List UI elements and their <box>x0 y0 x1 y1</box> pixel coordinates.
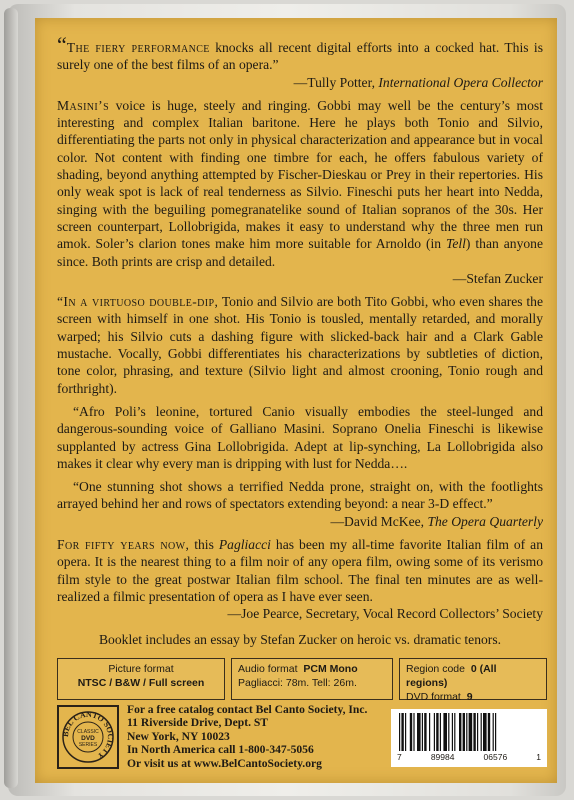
picture-format-value: NTSC / B&W / Full screen <box>77 677 205 689</box>
dvd-case-spine-edge <box>4 8 18 788</box>
barcode-bar <box>424 713 426 751</box>
barcode-bars <box>397 713 541 751</box>
durations: Pagliacci: 78m. Tell: 26m. <box>238 677 357 689</box>
contact-info <box>127 703 387 770</box>
quote-zucker <box>57 97 543 287</box>
quote-zucker-body-b: ) than anyone since. Both prints are crisp and detailed. <box>57 236 543 269</box>
quote-mckee-body-3: “One stunning shot shows a terrified Nedda prone, straight on, with the footlights arrayed behind her and rows of spectators extending beyond: a near 3-D effect.” <box>57 479 543 512</box>
barcode-numbers <box>397 752 541 762</box>
bel-canto-society-logo <box>57 705 119 769</box>
barcode-bar <box>422 713 423 751</box>
barcode-bar <box>436 713 438 751</box>
quote-zucker-italic: Tell <box>446 236 466 252</box>
region-box <box>399 658 547 703</box>
quote-mckee-author: —David McKee, <box>330 513 428 529</box>
barcode-bar <box>413 713 414 751</box>
quote-pearce-body-a: this <box>189 537 219 553</box>
contact-line-2: 11 Riverside Drive, Dept. ST <box>127 716 269 730</box>
barcode-bar <box>488 713 490 751</box>
barcode-bar <box>481 713 482 751</box>
barcode-left-digits: 89984 <box>430 752 455 762</box>
back-cover-panel <box>35 18 557 783</box>
logo-inner-1: CLASSIC <box>77 729 99 735</box>
picture-format-label: Picture format <box>108 663 174 675</box>
barcode-bar <box>440 713 441 751</box>
quote-mckee-lead: “In a virtuoso double-dip, <box>57 294 219 310</box>
barcode-bar <box>443 713 447 751</box>
quote-pearce <box>57 536 543 622</box>
quote-potter: “The fiery performance knocks all recent digital efforts into a cocked hat. This is surely one of the best films of an opera.” —Tully Potter, International Opera Collector <box>57 32 543 90</box>
barcode-bar <box>448 713 449 751</box>
barcode-bar <box>399 713 400 751</box>
barcode-bar <box>417 713 421 751</box>
logo-inner-3: SERIES <box>78 742 98 748</box>
quote-mckee-p3 <box>57 478 543 530</box>
barcode-bar <box>469 713 473 751</box>
picture-format-box <box>57 658 225 700</box>
specs-row <box>57 658 547 703</box>
barcode-bar <box>405 713 406 751</box>
quote-potter-author: —Tully Potter, <box>293 74 379 90</box>
barcode-bar <box>466 713 467 751</box>
region-label: Region code <box>406 663 465 675</box>
barcode-bar <box>495 713 496 751</box>
dvd-format-label: DVD format <box>406 691 461 703</box>
contact-line-1: For a free catalog contact Bel Canto Society, Inc. <box>127 703 368 716</box>
dvd-format-value: 9 <box>466 691 473 703</box>
logo-ring-text: BEL CANTO SOCIETY <box>60 709 116 761</box>
quote-potter-source: International Opera Collector <box>378 74 543 90</box>
quote-pearce-italic: Pagliacci <box>218 537 271 553</box>
barcode <box>391 709 547 767</box>
contact-line-4: In North America call 1-800-347-5056 <box>127 743 314 757</box>
quote-zucker-body-a: voice is huge, steely and ringing. Gobbi may well be the century’s most interesting and complex Italian baritone. Here he plays both Tonio and Silvio, differentiating the parts not only in physical characterization and appearance but in vocal color. Not content with finding one timbre for each, he offers fabulous variety of shading, beyond anything attempted by Fischer-Dieskau or Prey in their repertories. His only weak spot is lack of real tenderness as Silvio. Fineschi puts her heart into Nedda, singing with the beguiling pomegranatelike sound of Italian sopranos of the 30s. Her screen counterpart, Lollobrigida, makes it easy to understand why the three men run amok. Soler’s clarion tones make him more suitable for Arnoldo (in <box>57 97 543 252</box>
quote-mckee-p2: “Afro Poli’s leonine, tortured Canio visually embodies the steel-lunged and dangerous-sounding voice of Galliano Masini. Soprano Onelia Fineschi is likewise supplanted by actress Gina Lollobrigida. Adept at lip-synching, La Lollobrigida also makes it clear why every man is dripping with lust for Nedda…. <box>57 403 543 471</box>
logo-inner-2: DVD <box>81 735 95 742</box>
barcode-bar <box>401 713 403 751</box>
audio-format-box <box>231 658 393 700</box>
barcode-bar <box>434 713 435 751</box>
booklet-note: Booklet includes an essay by Stefan Zucker on heroic vs. dramatic tenors. <box>98 631 502 647</box>
barcode-last-digit: 1 <box>536 752 541 762</box>
quote-zucker-lead: Masini’s <box>57 97 110 113</box>
quote-potter-cite <box>57 74 543 91</box>
quote-pearce-cite: —Joe Pearce, Secretary, Vocal Record Collectors’ Society <box>227 606 543 622</box>
contact-line-3: New York, NY 10023 <box>127 729 230 743</box>
quote-potter-body: knocks all recent digital efforts into a cocked hat. This is surely one of the best films of an opera.” <box>57 40 543 73</box>
quote-mckee-body-1: Tonio and Silvio are both Tito Gobbi, who even shares the screen with himself in one shot. His Tonio is tousled, mentally retarded, and morally warped; his Silvio cuts a dashing figure with slicked-back hair and a Clark Gable mustache. Vocally, Gobbi differentiates his characterizations by subtleties of diction, tone color, phrasing, and texture (Silvio light and almost crooning, Tonio rough and forthright). <box>57 294 543 396</box>
quote-mckee-p1 <box>57 293 543 397</box>
barcode-right-digits: 06576 <box>483 752 508 762</box>
contact-line-5: Or visit us at www.BelCantoSociety.org <box>127 756 322 770</box>
barcode-bar <box>429 713 430 751</box>
barcode-bar <box>459 713 461 751</box>
barcode-bar <box>483 713 487 751</box>
barcode-bar <box>452 713 453 751</box>
audio-format-value: PCM Mono <box>303 663 358 675</box>
quote-pearce-body-b: has been my all-time favorite Italian film of an opera. It is the nearest thing to a film noir of any opera film, owing some of its verismo film style to the great postwar Italian film school. The final ten minutes are as well-realized a filmic presentation of opera as I have ever seen. <box>57 537 544 604</box>
quote-potter-lead: The fiery performance <box>66 40 210 55</box>
barcode-bar <box>477 713 478 751</box>
quote-mckee-source: The Opera Quarterly <box>427 513 543 529</box>
reviews-text <box>57 32 544 648</box>
footer <box>57 703 547 773</box>
barcode-bar <box>473 713 475 751</box>
quote-pearce-lead: For fifty years now, <box>57 537 190 553</box>
audio-format-label: Audio format <box>238 663 298 675</box>
region-value: 0 (All regions) <box>406 663 497 689</box>
barcode-bar <box>463 713 465 751</box>
quote-mckee-cite <box>57 513 543 530</box>
barcode-bar <box>493 713 494 751</box>
barcode-first-digit: 7 <box>397 752 402 762</box>
barcode-bar <box>454 713 455 751</box>
quote-zucker-cite: —Stefan Zucker <box>452 270 543 286</box>
barcode-bar <box>410 713 412 751</box>
